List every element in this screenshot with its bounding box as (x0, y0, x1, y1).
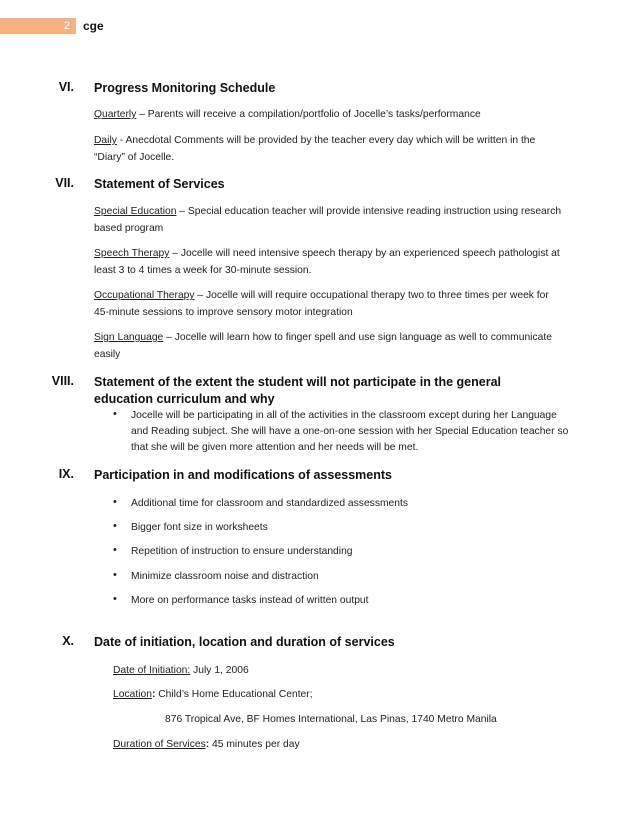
occupational-therapy-paragraph (94, 288, 564, 321)
bullet-icon: • (113, 569, 117, 581)
section-number-vi: VI. (58, 80, 74, 94)
quarterly-text: – Parents will receive a compilation/portfolio of Jocelle’s tasks/performance (136, 109, 481, 120)
assessment-bullet: Repetition of instruction to ensure understanding (131, 546, 353, 557)
speech-therapy-label: Speech Therapy (94, 248, 170, 259)
section-number-x: X. (62, 634, 74, 648)
participation-bullet: Jocelle will be participating in all of the activities in the classroom except during her Language and Reading subject. She will have a one-on-one session with her Special Education teacher so that she will be given more attention and her needs will be met. (131, 410, 569, 453)
bullet-icon: • (113, 593, 117, 605)
occupational-therapy-label: Occupational Therapy (94, 290, 195, 301)
location-value: Child’s Home Educational Center; (155, 689, 313, 700)
special-education-paragraph (94, 204, 564, 237)
speech-therapy-bold: – Jocelle will (169, 248, 231, 259)
special-education-label: Special Education (94, 206, 177, 217)
assessment-bullet: Additional time for classroom and standardized assessments (131, 498, 409, 509)
occupational-therapy-text: – Jocelle will will require occupational therapy two to three times per week for 45-minute sessions to improve sensory motor integration (94, 290, 549, 318)
sign-language-paragraph (94, 330, 564, 363)
section-number-viii: VIII. (51, 374, 74, 388)
duration-label: Duration of Services (113, 739, 206, 750)
section-title-vii: Statement of Services (94, 177, 225, 191)
date-of-initiation-label: Date of Initiation: (113, 665, 191, 676)
assessment-bullet: Minimize classroom noise and distraction (131, 571, 319, 582)
section-number-ix: IX. (58, 467, 74, 481)
special-education-text: – Special education teacher will provide intensive reading instruction using research based program (94, 206, 562, 234)
bullet-icon: • (113, 408, 117, 420)
daily-paragraph (94, 133, 564, 166)
bullet-icon: • (113, 544, 117, 556)
sign-language-text: – Jocelle will learn how to finger spell and use sign language as well to communicate easily (94, 332, 552, 360)
speech-therapy-text: need intensive speech therapy by an experienced speech pathologist at least 3 to 4 times a week for 30-minute session. (94, 248, 560, 276)
page-number: 2 (63, 20, 70, 32)
quarterly-label: Quarterly (94, 109, 137, 120)
date-of-initiation-value: July 1, 2006 (190, 665, 249, 676)
section-title-vi: Progress Monitoring Schedule (94, 81, 276, 95)
date-of-initiation-line (113, 663, 563, 680)
daily-text: - Anecdotal Comments will be provided by the teacher every day which will be written in the “Diary” of Jocelle. (94, 135, 536, 163)
assessment-bullet: Bigger font size in worksheets (131, 522, 268, 533)
location-colon: : (151, 689, 156, 700)
daily-label: Daily (94, 135, 117, 146)
bullet-icon: • (113, 520, 117, 532)
section-number-vii: VII. (55, 176, 74, 190)
speech-therapy-paragraph (94, 246, 564, 279)
bullet-icon: • (113, 496, 117, 508)
section-title-x: Date of initiation, location and duration of services (94, 635, 395, 649)
duration-value: 45 minutes per day (209, 739, 300, 750)
section-title-ix: Participation in and modifications of assessments (94, 468, 392, 482)
header-title: cge (83, 19, 104, 33)
assessment-bullet: More on performance tasks instead of written output (131, 595, 369, 606)
location-label: Location (113, 689, 152, 700)
page-number-tab (0, 18, 76, 34)
location-line (113, 687, 563, 704)
quarterly-paragraph (94, 107, 564, 124)
duration-colon: : (205, 739, 210, 750)
duration-line (113, 737, 563, 754)
address-line: 876 Tropical Ave, BF Homes International, Las Pinas, 1740 Metro Manila (165, 714, 497, 725)
section-title-viii: Statement of the extent the student will not participate in the general education curriculum and why (94, 375, 501, 406)
sign-language-label: Sign Language (94, 332, 164, 343)
